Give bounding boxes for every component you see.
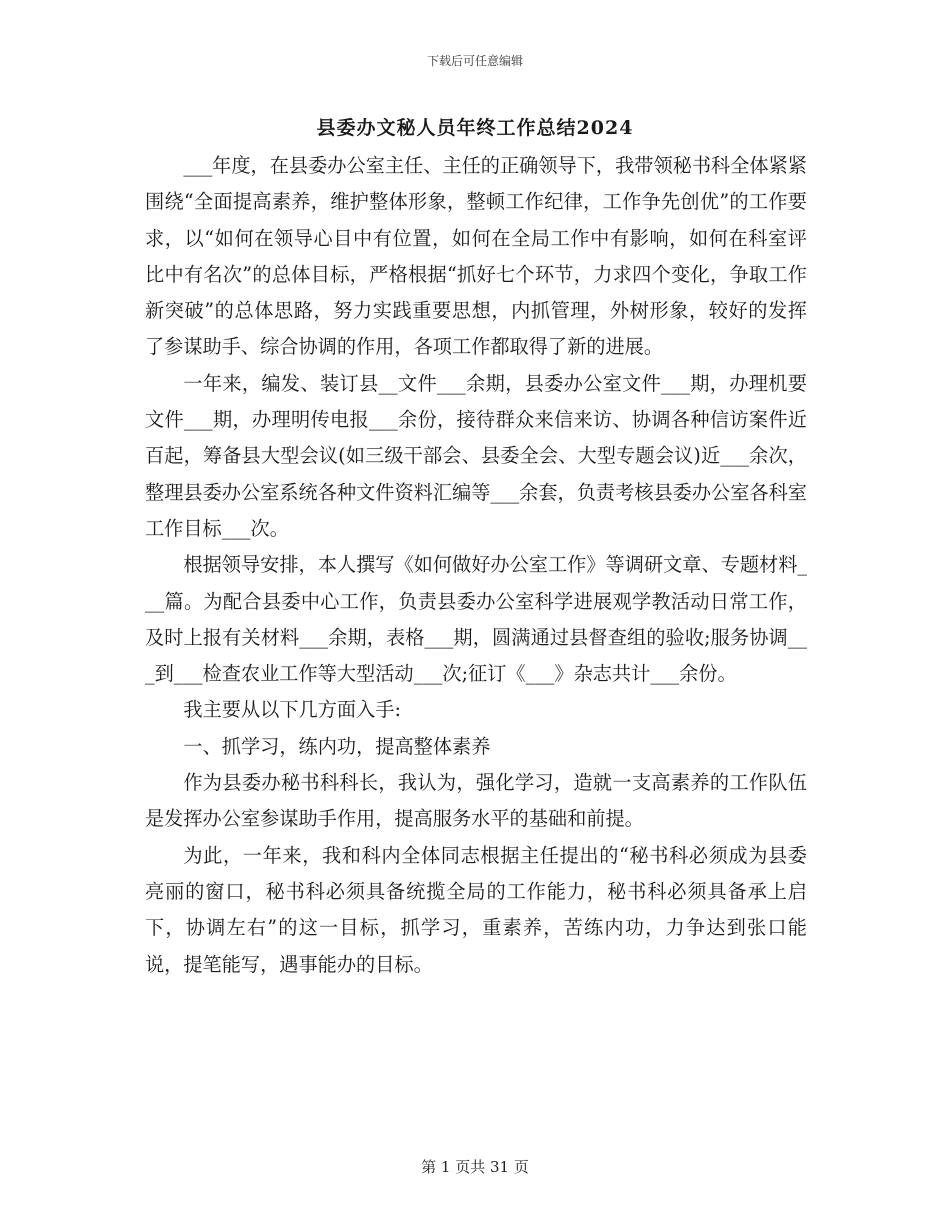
paragraph-study-goal: 为此，一年来，我和科内全体同志根据主任提出的“秘书科必须成为县委亮丽的窗口，秘书科必须具备统揽全局的工作能力，秘书科必须具备承上启下，协调左右”的这一目标，抓学习，重素养，苦练内功，力争达到张口能说，提笔能写，遇事能办的目标。 xyxy=(145,843,807,976)
paragraph-statistics: 一年来，编发、装订县__文件___余期，县委办公室文件___期，办理机要文件___期，办理明传电报___余份，接待群众来信来访、协调各种信访案件近百起，筹备县大型会议(如三级干部会、县委全会、大型专题会议)近___余次，整理县委办公室系统各种文件资料汇编等___余套，负责考核县委办公室各科室工作目标___次。 xyxy=(145,371,807,540)
paragraph-approach: 我主要从以下几方面入手: xyxy=(183,698,401,722)
download-note: 下载后可任意编辑 xyxy=(426,54,523,68)
paragraph-study-view: 作为县委办秘书科科长，我认为，强化学习，造就一支高素养的工作队伍是发挥办公室参谋助手作用，提高服务水平的基础和前提。 xyxy=(145,771,807,831)
document-title: 县委办文秘人员年终工作总结2024 xyxy=(316,117,634,139)
section-heading-study: 一、抓学习，练内功，提高整体素养 xyxy=(183,734,491,758)
paragraph-intro: ___年度，在县委办公室主任、主任的正确领导下，我带领秘书科全体紧紧围绕“全面提高素养，维护整体形象，整顿工作纪律，工作争先创优”的工作要求，以“如何在领导心目中有位置，如何在全局工作中有影响，如何在科室评比中有名次”的总体目标，严格根据“抓好七个环节，力求四个变化，争取工作新突破”的总体思路，努力实践重要思想，内抓管理，外树形象，较好的发挥了参谋助手、综合协调的作用，各项工作都取得了新的进展。 xyxy=(145,154,807,359)
page-number: 第 1 页共 31 页 xyxy=(421,1158,529,1176)
paragraph-research: 根据领导安排，本人撰写《如何做好办公室工作》等调研文章、专题材料___篇。为配合县委中心工作，负责县委办公室科学进展观学教活动日常工作，及时上报有关材料___余期，表格___期，圆满通过县督查组的验收;服务协调___到___检查农业工作等大型活动___次;征订《___》杂志共计___余份。 xyxy=(145,553,807,686)
document-body xyxy=(145,148,807,983)
